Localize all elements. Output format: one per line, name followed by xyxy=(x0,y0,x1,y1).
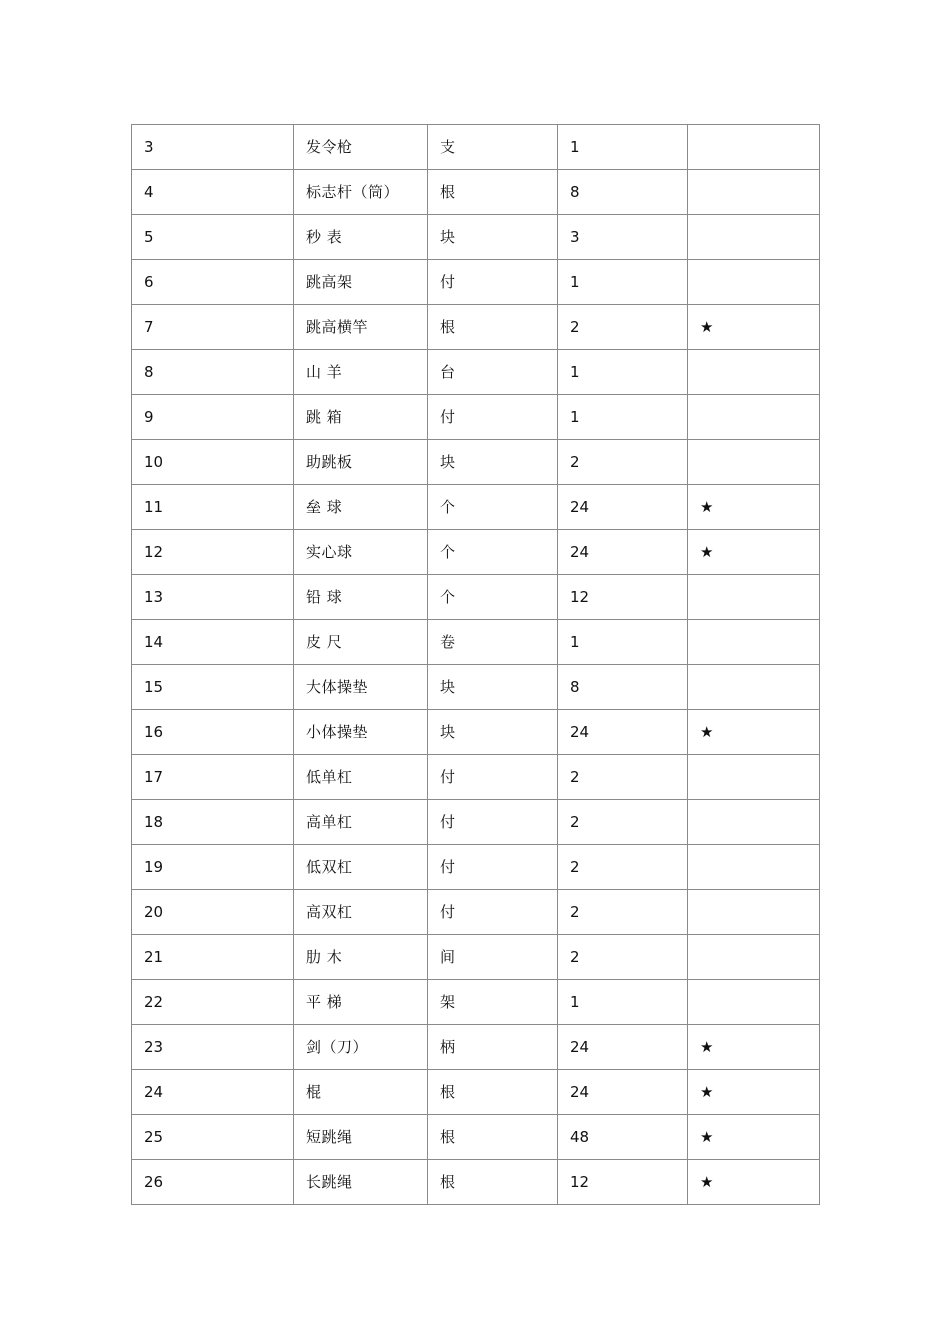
item-quantity: 24 xyxy=(558,530,688,575)
item-name: 高双杠 xyxy=(294,890,428,935)
row-number: 21 xyxy=(132,935,294,980)
star-mark xyxy=(688,845,820,890)
item-quantity: 2 xyxy=(558,305,688,350)
star-mark xyxy=(688,620,820,665)
item-quantity: 12 xyxy=(558,575,688,620)
row-number: 7 xyxy=(132,305,294,350)
star-mark xyxy=(688,890,820,935)
row-number: 15 xyxy=(132,665,294,710)
table-row xyxy=(132,620,820,665)
row-number: 11 xyxy=(132,485,294,530)
star-mark xyxy=(688,575,820,620)
item-quantity: 12 xyxy=(558,1160,688,1205)
star-mark xyxy=(688,350,820,395)
item-unit: 个 xyxy=(428,575,558,620)
item-quantity: 1 xyxy=(558,620,688,665)
star-mark xyxy=(688,170,820,215)
row-number: 3 xyxy=(132,125,294,170)
item-name: 山 羊 xyxy=(294,350,428,395)
item-quantity: 24 xyxy=(558,710,688,755)
item-name: 铅 球 xyxy=(294,575,428,620)
table-row xyxy=(132,170,820,215)
table-row xyxy=(132,755,820,800)
item-unit: 付 xyxy=(428,260,558,305)
row-number: 14 xyxy=(132,620,294,665)
row-number: 17 xyxy=(132,755,294,800)
item-unit: 个 xyxy=(428,485,558,530)
table-row xyxy=(132,800,820,845)
star-mark: ★ xyxy=(688,1160,820,1205)
item-unit: 付 xyxy=(428,395,558,440)
row-number: 18 xyxy=(132,800,294,845)
row-number: 26 xyxy=(132,1160,294,1205)
item-unit: 根 xyxy=(428,1160,558,1205)
item-name: 跳高架 xyxy=(294,260,428,305)
item-unit: 支 xyxy=(428,125,558,170)
table-row xyxy=(132,260,820,305)
item-name: 高单杠 xyxy=(294,800,428,845)
item-name: 实心球 xyxy=(294,530,428,575)
item-quantity: 48 xyxy=(558,1115,688,1160)
table-row xyxy=(132,395,820,440)
item-unit: 付 xyxy=(428,755,558,800)
row-number: 22 xyxy=(132,980,294,1025)
row-number: 12 xyxy=(132,530,294,575)
table-row xyxy=(132,665,820,710)
row-number: 4 xyxy=(132,170,294,215)
row-number: 16 xyxy=(132,710,294,755)
item-unit: 付 xyxy=(428,800,558,845)
star-mark xyxy=(688,665,820,710)
item-quantity: 24 xyxy=(558,1070,688,1115)
item-quantity: 8 xyxy=(558,665,688,710)
table-row xyxy=(132,1160,820,1205)
item-name: 肋 木 xyxy=(294,935,428,980)
item-quantity: 2 xyxy=(558,800,688,845)
item-quantity: 2 xyxy=(558,890,688,935)
table-row xyxy=(132,305,820,350)
item-quantity: 8 xyxy=(558,170,688,215)
row-number: 19 xyxy=(132,845,294,890)
table-row xyxy=(132,215,820,260)
equipment-table xyxy=(131,124,820,1205)
item-unit: 根 xyxy=(428,170,558,215)
item-quantity: 1 xyxy=(558,980,688,1025)
item-name: 跳高横竿 xyxy=(294,305,428,350)
item-name: 小体操垫 xyxy=(294,710,428,755)
item-quantity: 3 xyxy=(558,215,688,260)
item-unit: 块 xyxy=(428,710,558,755)
star-mark xyxy=(688,395,820,440)
item-quantity: 2 xyxy=(558,845,688,890)
item-unit: 柄 xyxy=(428,1025,558,1070)
star-mark: ★ xyxy=(688,485,820,530)
star-mark: ★ xyxy=(688,1070,820,1115)
table-row xyxy=(132,890,820,935)
table-row xyxy=(132,1115,820,1160)
item-unit: 根 xyxy=(428,1070,558,1115)
table-row xyxy=(132,440,820,485)
item-name: 垒 球 xyxy=(294,485,428,530)
row-number: 13 xyxy=(132,575,294,620)
table-row xyxy=(132,935,820,980)
item-unit: 架 xyxy=(428,980,558,1025)
item-name: 低双杠 xyxy=(294,845,428,890)
star-mark xyxy=(688,755,820,800)
row-number: 23 xyxy=(132,1025,294,1070)
star-mark xyxy=(688,440,820,485)
row-number: 10 xyxy=(132,440,294,485)
item-unit: 块 xyxy=(428,215,558,260)
item-unit: 台 xyxy=(428,350,558,395)
item-name: 皮 尺 xyxy=(294,620,428,665)
row-number: 24 xyxy=(132,1070,294,1115)
item-name: 秒 表 xyxy=(294,215,428,260)
item-name: 剑（刀） xyxy=(294,1025,428,1070)
table-row xyxy=(132,1070,820,1115)
row-number: 8 xyxy=(132,350,294,395)
table-row xyxy=(132,125,820,170)
item-quantity: 2 xyxy=(558,935,688,980)
row-number: 25 xyxy=(132,1115,294,1160)
item-quantity: 24 xyxy=(558,485,688,530)
item-quantity: 1 xyxy=(558,260,688,305)
item-unit: 根 xyxy=(428,305,558,350)
star-mark: ★ xyxy=(688,1115,820,1160)
item-unit: 付 xyxy=(428,845,558,890)
item-quantity: 2 xyxy=(558,755,688,800)
star-mark xyxy=(688,800,820,845)
star-mark: ★ xyxy=(688,305,820,350)
item-quantity: 1 xyxy=(558,125,688,170)
item-name: 短跳绳 xyxy=(294,1115,428,1160)
item-unit: 根 xyxy=(428,1115,558,1160)
star-mark: ★ xyxy=(688,1025,820,1070)
item-unit: 间 xyxy=(428,935,558,980)
item-quantity: 1 xyxy=(558,350,688,395)
item-unit: 块 xyxy=(428,665,558,710)
item-quantity: 1 xyxy=(558,395,688,440)
table-row xyxy=(132,845,820,890)
row-number: 6 xyxy=(132,260,294,305)
item-name: 棍 xyxy=(294,1070,428,1115)
item-name: 大体操垫 xyxy=(294,665,428,710)
table-row xyxy=(132,530,820,575)
item-quantity: 24 xyxy=(558,1025,688,1070)
item-name: 标志杆（筒） xyxy=(294,170,428,215)
star-mark xyxy=(688,215,820,260)
row-number: 9 xyxy=(132,395,294,440)
item-name: 长跳绳 xyxy=(294,1160,428,1205)
table-row xyxy=(132,980,820,1025)
item-unit: 付 xyxy=(428,890,558,935)
item-unit: 卷 xyxy=(428,620,558,665)
item-quantity: 2 xyxy=(558,440,688,485)
table-row xyxy=(132,350,820,395)
table-body xyxy=(132,125,820,1205)
item-unit: 块 xyxy=(428,440,558,485)
row-number: 20 xyxy=(132,890,294,935)
item-name: 平 梯 xyxy=(294,980,428,1025)
item-name: 跳 箱 xyxy=(294,395,428,440)
item-name: 低单杠 xyxy=(294,755,428,800)
item-name: 发令枪 xyxy=(294,125,428,170)
star-mark: ★ xyxy=(688,530,820,575)
table-row xyxy=(132,710,820,755)
table-row xyxy=(132,485,820,530)
item-unit: 个 xyxy=(428,530,558,575)
item-name: 助跳板 xyxy=(294,440,428,485)
row-number: 5 xyxy=(132,215,294,260)
table-row xyxy=(132,1025,820,1070)
star-mark xyxy=(688,980,820,1025)
star-mark xyxy=(688,260,820,305)
table-row xyxy=(132,575,820,620)
star-mark: ★ xyxy=(688,710,820,755)
star-mark xyxy=(688,125,820,170)
star-mark xyxy=(688,935,820,980)
